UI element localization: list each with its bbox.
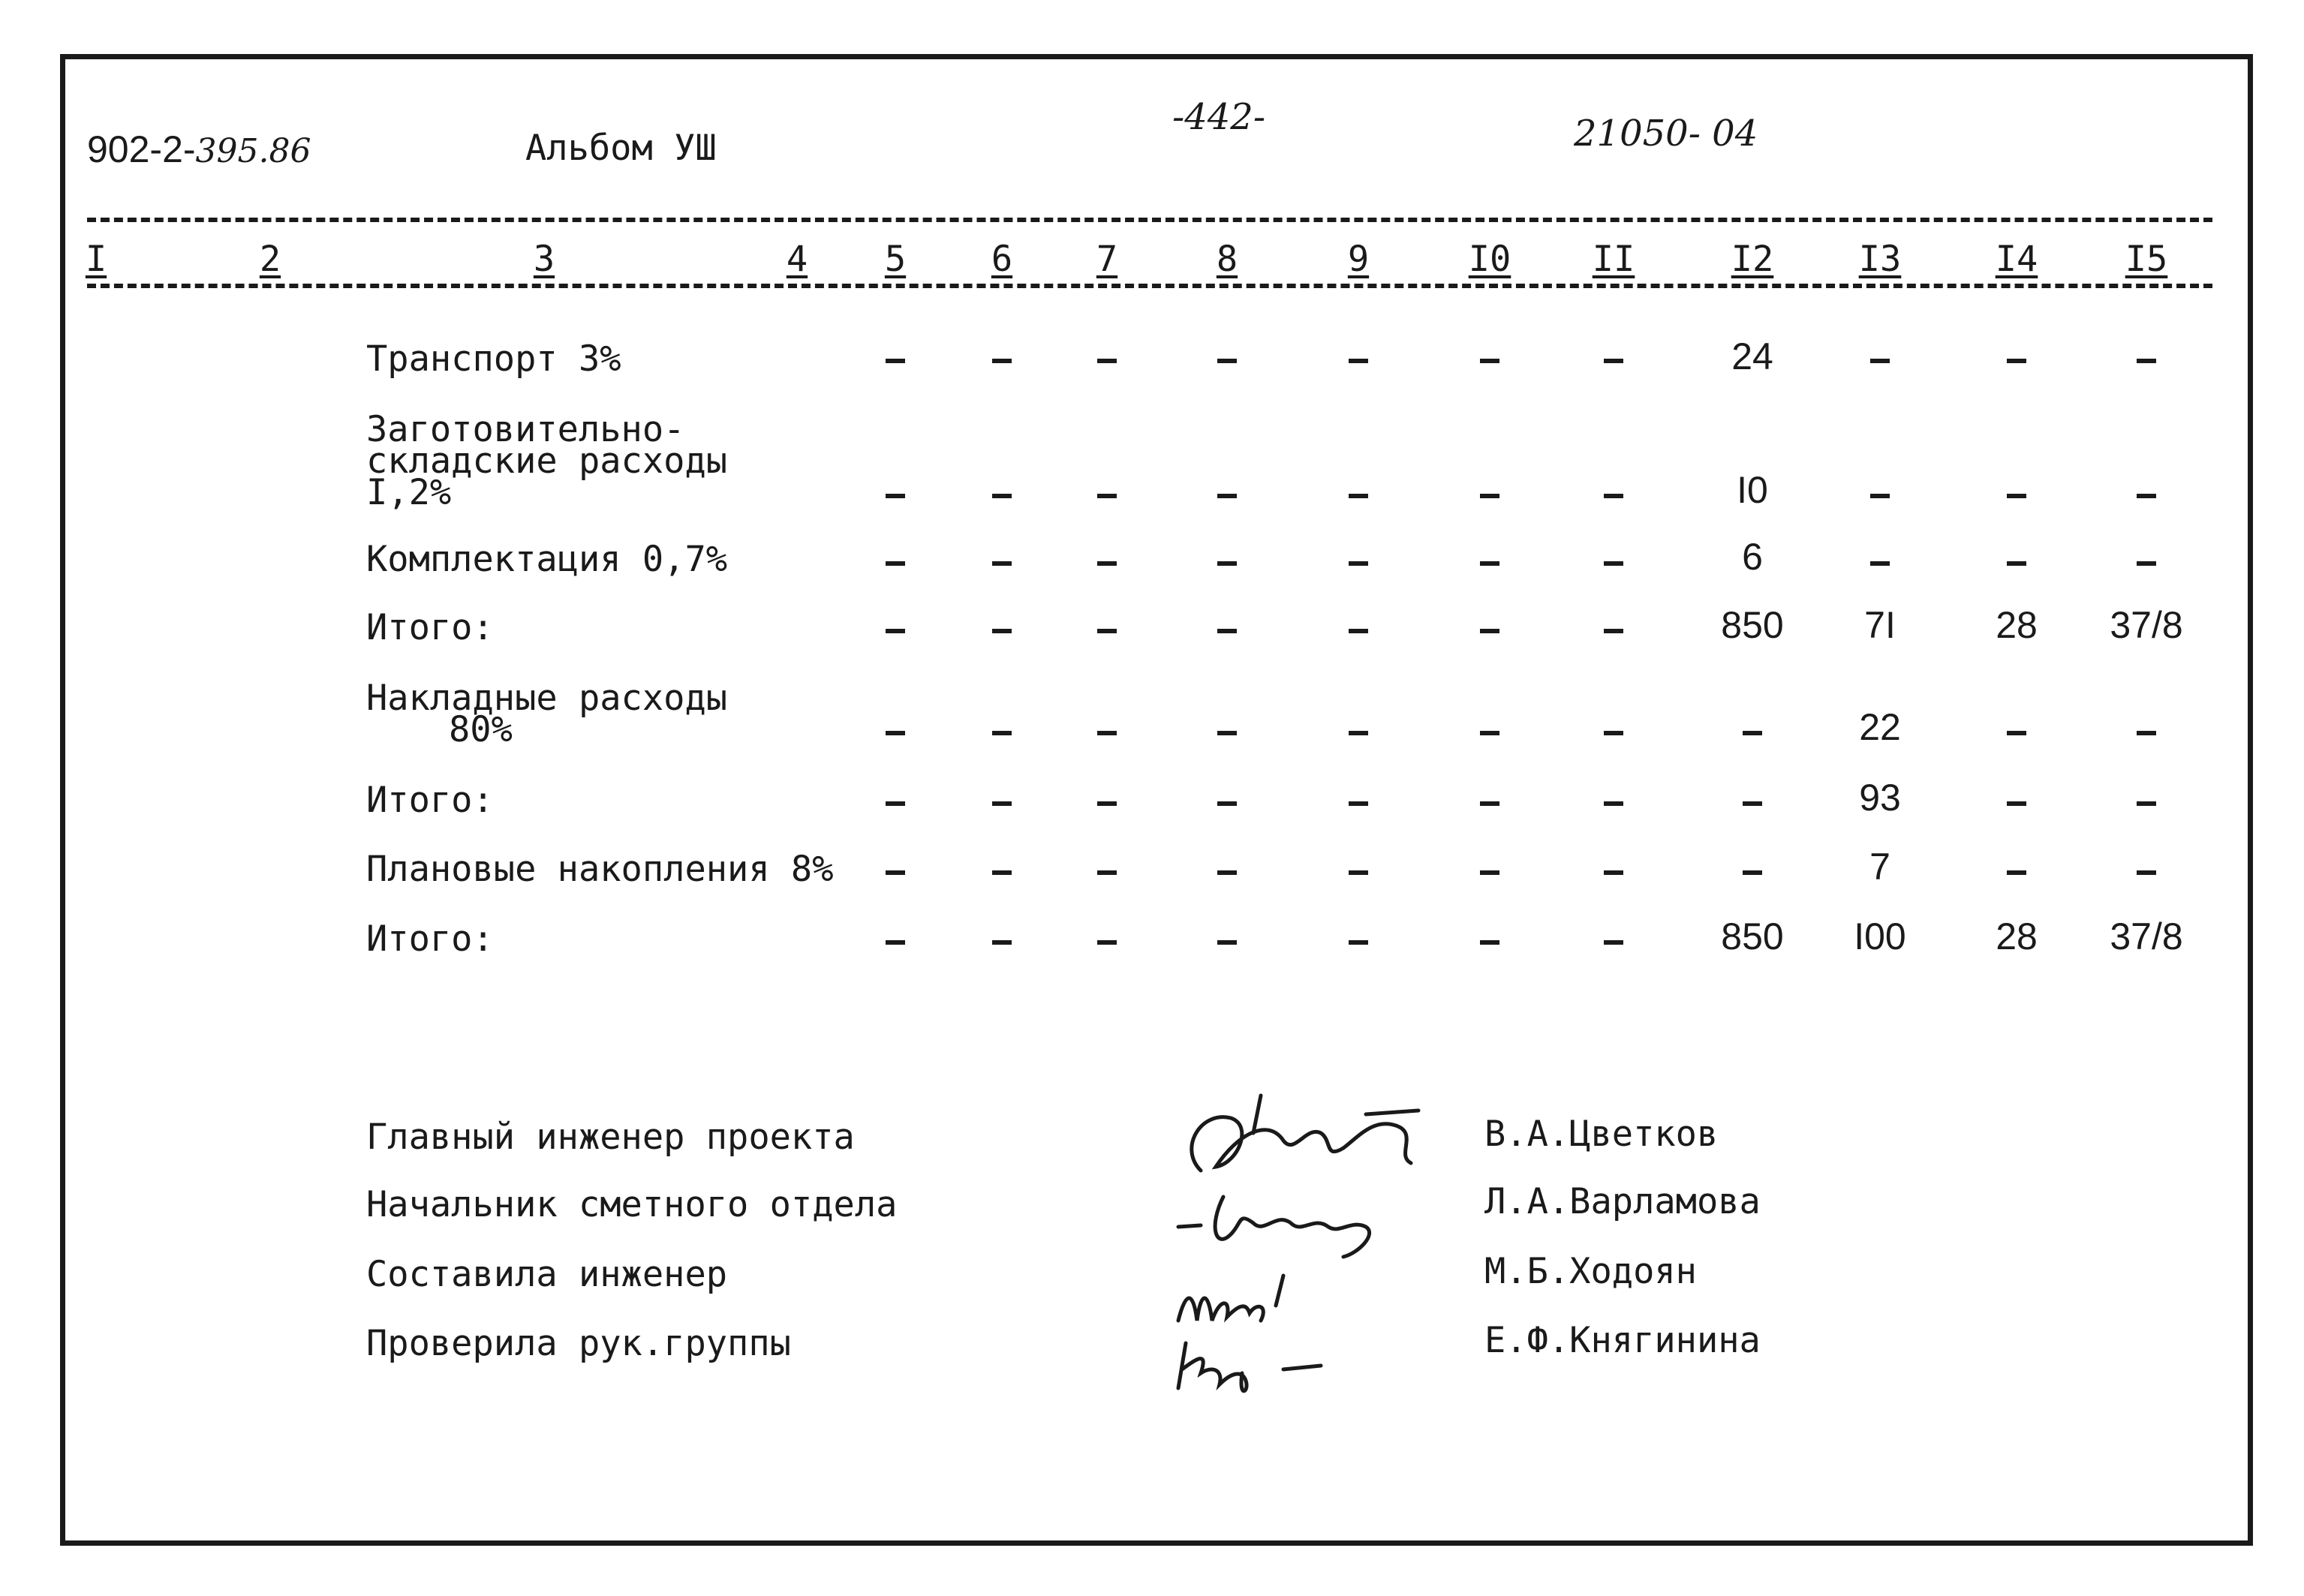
signature-position: Главный инженер проекта xyxy=(366,1117,855,1158)
column-number: I0 xyxy=(1468,239,1511,280)
empty-cell-dash xyxy=(1097,561,1117,566)
empty-cell-dash xyxy=(1604,870,1623,875)
empty-cell-dash xyxy=(1217,801,1237,806)
empty-cell-dash xyxy=(1480,870,1499,875)
column-number: 6 xyxy=(991,239,1013,280)
empty-cell-dash xyxy=(886,359,905,363)
value-cell: 6 xyxy=(1742,536,1763,578)
empty-cell-dash xyxy=(1217,494,1237,498)
row-label: 80% xyxy=(449,709,513,750)
empty-cell-dash xyxy=(1097,801,1117,806)
value-cell: 7I xyxy=(1864,604,1896,646)
value-cell: 28 xyxy=(1996,604,2038,646)
empty-cell-dash xyxy=(1349,629,1368,633)
row-label: складские расходы xyxy=(366,440,728,482)
empty-cell-dash xyxy=(1217,940,1237,945)
empty-cell-dash xyxy=(1349,561,1368,566)
column-number: 7 xyxy=(1096,239,1118,280)
empty-cell-dash xyxy=(886,629,905,633)
column-number: I4 xyxy=(1995,239,2038,280)
value-cell: 7 xyxy=(1869,846,1890,888)
doc-code xyxy=(87,128,311,171)
signature-position: Начальник сметного отдела xyxy=(366,1184,898,1225)
value-cell: 22 xyxy=(1859,706,1901,748)
row-label: I,2% xyxy=(366,472,452,513)
empty-cell-dash xyxy=(886,731,905,735)
empty-cell-dash xyxy=(1349,940,1368,945)
value-cell: 37/8 xyxy=(2110,915,2183,957)
empty-cell-dash xyxy=(1217,870,1237,875)
empty-cell-dash xyxy=(1097,870,1117,875)
signature-name: Е.Ф.Княгинина xyxy=(1484,1320,1761,1361)
empty-cell-dash xyxy=(2137,359,2156,363)
signature-name: М.Б.Ходоян xyxy=(1484,1251,1697,1292)
empty-cell-dash xyxy=(1604,731,1623,735)
empty-cell-dash xyxy=(1480,629,1499,633)
row-label: Итого: xyxy=(366,918,494,960)
empty-cell-dash xyxy=(1743,870,1762,875)
value-cell: 28 xyxy=(1996,915,2038,957)
album-label: Альбом УШ xyxy=(525,128,717,169)
signature-name: Л.А.Варламова xyxy=(1484,1181,1761,1222)
empty-cell-dash xyxy=(2007,801,2026,806)
row-label: Заготовительно- xyxy=(366,409,685,450)
row-label: Плановые накопления 8% xyxy=(366,849,834,890)
empty-cell-dash xyxy=(1870,359,1890,363)
empty-cell-dash xyxy=(2007,731,2026,735)
value-cell: I00 xyxy=(1854,915,1906,957)
empty-cell-dash xyxy=(2007,870,2026,875)
empty-cell-dash xyxy=(2007,359,2026,363)
empty-cell-dash xyxy=(1743,731,1762,735)
header-dashed-rule-top xyxy=(87,218,2212,222)
empty-cell-dash xyxy=(1480,561,1499,566)
empty-cell-dash xyxy=(1870,494,1890,498)
empty-cell-dash xyxy=(1349,801,1368,806)
empty-cell-dash xyxy=(992,731,1012,735)
row-label: Итого: xyxy=(366,780,494,821)
row-label: Итого: xyxy=(366,607,494,648)
signature-knyaginina xyxy=(1171,1328,1343,1403)
column-number: I3 xyxy=(1858,239,1902,280)
column-number: 4 xyxy=(786,239,808,280)
empty-cell-dash xyxy=(886,561,905,566)
empty-cell-dash xyxy=(1349,870,1368,875)
column-number: I xyxy=(85,239,107,280)
row-label: Транспорт 3% xyxy=(366,338,621,380)
empty-cell-dash xyxy=(992,494,1012,498)
value-cell: 850 xyxy=(1721,604,1784,646)
empty-cell-dash xyxy=(886,494,905,498)
empty-cell-dash xyxy=(1217,561,1237,566)
empty-cell-dash xyxy=(1480,801,1499,806)
empty-cell-dash xyxy=(1604,561,1623,566)
empty-cell-dash xyxy=(1480,494,1499,498)
empty-cell-dash xyxy=(2007,561,2026,566)
empty-cell-dash xyxy=(992,940,1012,945)
empty-cell-dash xyxy=(886,940,905,945)
empty-cell-dash xyxy=(1097,940,1117,945)
empty-cell-dash xyxy=(2137,494,2156,498)
empty-cell-dash xyxy=(1604,801,1623,806)
signature-varlamova xyxy=(1171,1182,1411,1264)
row-label: Комплектация 0,7% xyxy=(366,539,728,580)
empty-cell-dash xyxy=(2007,494,2026,498)
empty-cell-dash xyxy=(1349,731,1368,735)
empty-cell-dash xyxy=(1480,359,1499,363)
empty-cell-dash xyxy=(886,801,905,806)
column-number: 3 xyxy=(533,239,555,280)
column-number: 9 xyxy=(1347,239,1370,280)
empty-cell-dash xyxy=(1604,940,1623,945)
signature-position: Проверила рук.группы xyxy=(366,1323,791,1364)
column-number: 5 xyxy=(884,239,907,280)
empty-cell-dash xyxy=(992,801,1012,806)
empty-cell-dash xyxy=(1217,359,1237,363)
value-cell: 850 xyxy=(1721,915,1784,957)
row-label: Накладные расходы xyxy=(366,678,728,719)
header-dashed-rule-bottom xyxy=(87,284,2212,288)
empty-cell-dash xyxy=(1480,731,1499,735)
signature-name: В.А.Цветков xyxy=(1484,1114,1719,1155)
empty-cell-dash xyxy=(1097,629,1117,633)
empty-cell-dash xyxy=(992,359,1012,363)
value-cell: 37/8 xyxy=(2110,604,2183,646)
value-cell: 24 xyxy=(1731,335,1773,377)
column-number: I2 xyxy=(1731,239,1774,280)
empty-cell-dash xyxy=(2137,731,2156,735)
column-number: II xyxy=(1592,239,1635,280)
value-cell: I0 xyxy=(1737,469,1768,511)
empty-cell-dash xyxy=(992,870,1012,875)
empty-cell-dash xyxy=(1217,629,1237,633)
column-number: 8 xyxy=(1216,239,1238,280)
empty-cell-dash xyxy=(2137,870,2156,875)
empty-cell-dash xyxy=(1217,731,1237,735)
empty-cell-dash xyxy=(1097,731,1117,735)
empty-cell-dash xyxy=(1870,561,1890,566)
empty-cell-dash xyxy=(992,629,1012,633)
empty-cell-dash xyxy=(1349,359,1368,363)
value-cell: 93 xyxy=(1859,777,1901,819)
empty-cell-dash xyxy=(1743,801,1762,806)
column-number: I5 xyxy=(2125,239,2168,280)
empty-cell-dash xyxy=(1604,359,1623,363)
empty-cell-dash xyxy=(1097,359,1117,363)
empty-cell-dash xyxy=(1349,494,1368,498)
doc-code-handwritten: 395.86 xyxy=(195,132,311,170)
empty-cell-dash xyxy=(1097,494,1117,498)
empty-cell-dash xyxy=(1604,494,1623,498)
empty-cell-dash xyxy=(2137,561,2156,566)
page-number: -442- xyxy=(1172,96,1266,138)
sheet-code: 21050- 04 xyxy=(1574,113,1758,155)
empty-cell-dash xyxy=(1604,629,1623,633)
signature-position: Составила инженер xyxy=(366,1254,728,1295)
doc-code-printed: 902-2- xyxy=(87,128,196,170)
empty-cell-dash xyxy=(2137,801,2156,806)
empty-cell-dash xyxy=(886,870,905,875)
empty-cell-dash xyxy=(992,561,1012,566)
empty-cell-dash xyxy=(1480,940,1499,945)
column-number: 2 xyxy=(259,239,281,280)
